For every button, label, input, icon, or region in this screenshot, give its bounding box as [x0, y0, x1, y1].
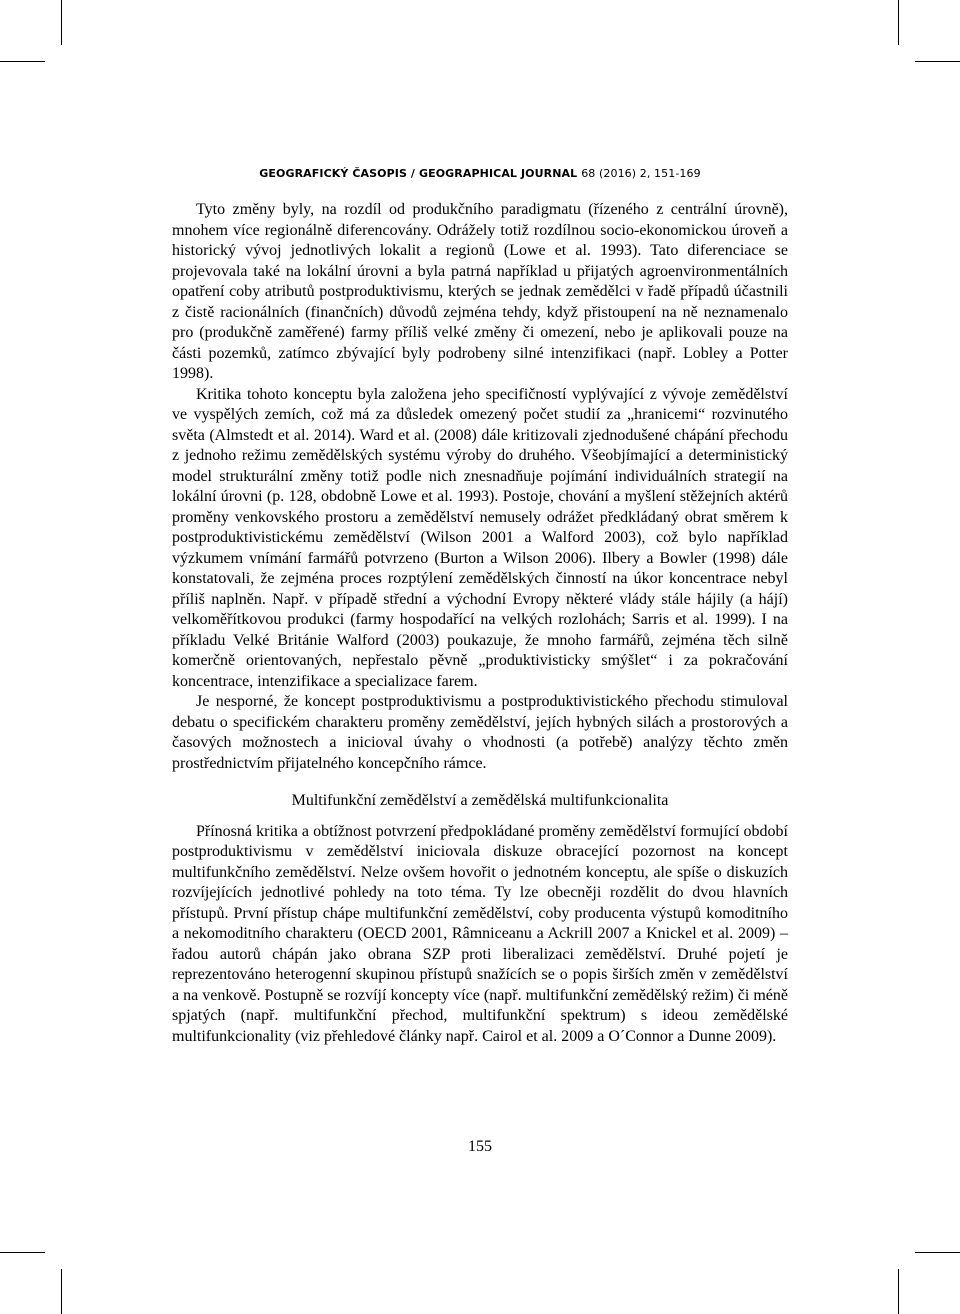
journal-title: GEOGRAFICKÝ ČASOPIS / GEOGRAPHICAL JOURNAL	[259, 167, 578, 180]
volume-pages: 68 (2016) 2, 151-169	[581, 167, 701, 180]
crop-mark-bottom-right-vertical	[898, 1269, 899, 1314]
section-heading: Multifunkční zemědělství a zemědělská multifunkcionalita	[291, 792, 669, 809]
paragraph-3: Je nesporné, že koncept postproduktivismu a postproduktivistického přechodu stimuloval debatu o specifickém charakteru proměny zemědělství, jejích hybných silách a prostorových a časových možnostech a inicioval úvahy o vhodnosti (a potřebě) analýzy těchto změn prostřednictvím přijatelného koncepčního rámce.	[172, 693, 788, 772]
page-number: 155	[468, 1138, 492, 1155]
crop-mark-bottom-right-horizontal	[915, 1252, 960, 1253]
crop-mark-bottom-left-horizontal	[0, 1252, 45, 1253]
article-body	[172, 200, 788, 1047]
crop-mark-top-left-vertical	[61, 0, 62, 45]
section-paragraph-1: Přínosná kritika a obtížnost potvrzení předpokládané proměny zemědělství formující období postproduktivismu v zemědělství iniciovala diskuze obracející pozornost na koncept multifunkčního zemědělství. Nelze ovšem hovořit o jednotném konceptu, ale spíše o diskuzích rozvíjejících jednotlivé pohledy na toto téma. Ty lze obecněji rozdělit do dvou hlavních přístupů. První přístup chápe multifunkční zemědělství, coby producenta výstupů komoditního a nekomoditního charakteru (OECD 2001, Râmniceanu a Ackrill 2007 a Knickel et al. 2009) – řadou autorů chápán jako obrana SZP proti liberalizaci zemědělství. Druhé pojetí je reprezentováno heterogenní skupinou přístupů snažících se o popis širších změn v zemědělství a na venkově. Postupně se rozvíjí koncepty více (např. multifunkční zemědělský režim) či méně spjatých (např. multifunkční přechod, multifunkční spektrum) s ideou zemědělské multifunkcionality (viz přehledové články např. Cairol et al. 2009 a O´Connor a Dunne 2009).	[172, 822, 788, 1045]
crop-mark-top-left-horizontal	[0, 61, 45, 62]
paragraph-2: Kritika tohoto konceptu byla založena jeho specifičností vyplývající z vývoje zemědělství ve vyspělých zemích, což má za důsledek omezený počet studií za „hranicemi“ rozvinutého světa (Almstedt et al. 2014). Ward et al. (2008) dále kritizovali zjednodušené chápání přechodu z jednoho režimu zemědělských systému výroby do druhého. Všeobjímající a deterministický model strukturální změny totiž podle nich znesnadňuje pojímání individuálních strategií na lokální úrovni (p. 128, obdobně Lowe et al. 1993). Postoje, chování a myšlení stěžejních aktérů proměny venkovského prostoru a zemědělství nemusely odrážet předkládaný obrat směrem k postproduktivistickému zemědělství (Wilson 2001 a Walford 2003), což bylo například výzkumem vnímání farmářů potvrzeno (Burton a Wilson 2006). Ilbery a Bowler (1998) dále konstatovali, že zejména proces rozptýlení zemědělských činností na úkor koncentrace nebyl příliš naplněn. Např. v případě střední a východní Evropy některé vlády stále hájily (a hájí) velkoměřítkovou produkci (farmy hospodařící na velkých rozlohách; Sarris et al. 1999). I na příkladu Velké Británie Walford (2003) poukazuje, že mnoho farmářů, zejména těch silně komerčně orientovaných, nepřestalo pěvně „produktivisticky smýšlet“ i za pokračování koncentrace, intenzifikace a specializace farem.	[172, 385, 788, 690]
crop-mark-top-right-vertical	[898, 0, 899, 45]
paragraph-1: Tyto změny byly, na rozdíl od produkčního paradigmatu (řízeného z centrální úrovně), mnohem více regionálně diferencovány. Odrážely totiž rozdílnou socio-ekonomickou úroveň a historický vývoj jednotlivých lokalit a regionů (Lowe et al. 1993). Tato diferenciace se projevovala také na lokální úrovni a byla patrná například u přijatých agroenvironmentálních opatření coby atributů postproduktivismu, kterých se jednak zemědělci v řadě případů účastnili z čistě racionálních (finančních) důvodů zejména tehdy, když přistoupení na ně neznamenalo pro (produkčně zaměřené) farmy příliš velké změny či omezení, nebo je aplikovali pouze na části pozemků, zatímco zbývající byly podrobeny silné intenzifikaci (např. Lobley a Potter 1998).	[172, 201, 788, 382]
running-header	[0, 167, 960, 180]
crop-mark-top-right-horizontal	[915, 61, 960, 62]
crop-mark-bottom-left-vertical	[61, 1269, 62, 1314]
